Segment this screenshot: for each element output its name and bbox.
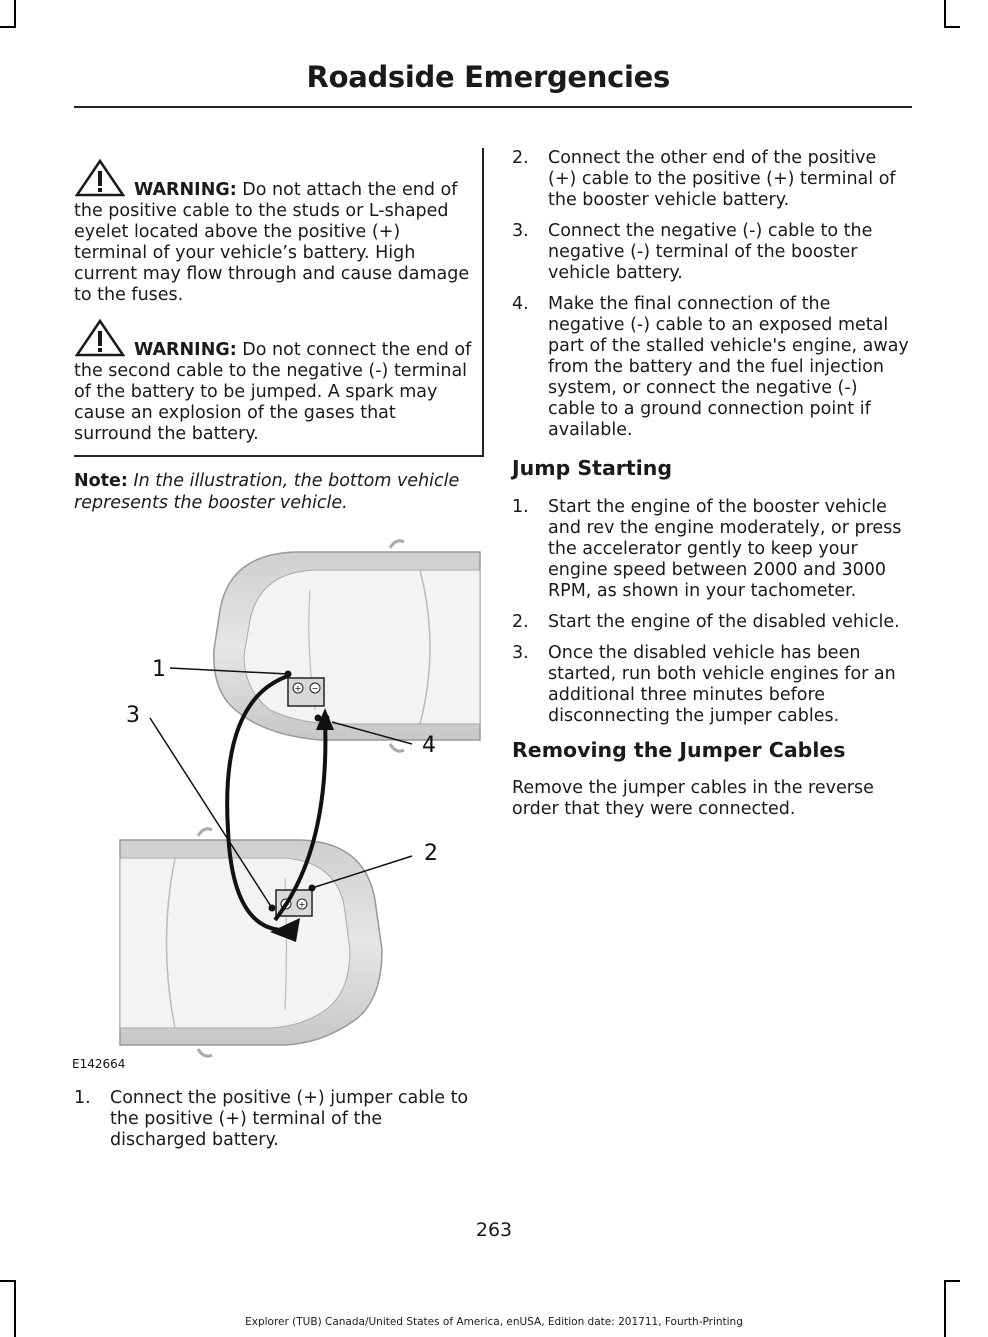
svg-text:−: − (311, 684, 319, 693)
step-text: Connect the positive (+) jumper cable to the positive (+) terminal of the discharged battery. (110, 1088, 469, 1150)
disabled-vehicle (214, 541, 480, 751)
list-item (512, 643, 910, 727)
warning-text: Do not connect the end of the second cable to the negative (-) terminal of the battery to be jumped. A spark may cause an explosion of the gases that surround the battery. (74, 340, 472, 444)
crop-mark (0, 26, 16, 28)
step-text: Make the final connection of the negative (-) cable to an exposed metal part of the stalled vehicle's engine, away from the battery and the fuel injection system, or connect the negative (-) cable to a ground connection point if available. (548, 294, 909, 440)
step-number: 4. (512, 294, 529, 314)
step-number: 1. (74, 1088, 91, 1108)
step-number: 1. (512, 497, 529, 517)
list-item (74, 1088, 484, 1151)
crop-mark (14, 1280, 16, 1337)
crop-mark (944, 0, 946, 26)
note (74, 470, 484, 514)
step-number: 2. (512, 148, 529, 168)
svg-text:−: − (282, 900, 290, 909)
svg-text:+: + (294, 684, 302, 693)
svg-text:+: + (298, 900, 306, 909)
step-number: 3. (512, 643, 529, 663)
callout-1: 1 (152, 657, 166, 682)
step-number: 2. (512, 612, 529, 632)
list-item (512, 612, 910, 633)
warning-label: WARNING: (134, 340, 237, 360)
figure-id: E142664 (72, 1057, 126, 1071)
callout-3: 3 (126, 703, 140, 728)
warning-triangle-icon (74, 158, 126, 198)
callout-4: 4 (422, 733, 436, 758)
heading-jump-starting: Jump Starting (512, 456, 672, 480)
connect-steps-right (512, 148, 910, 451)
step-text: Connect the other end of the positive (+) cable to the positive (+) terminal of the booster vehicle battery. (548, 148, 896, 210)
callout-2: 2 (424, 841, 438, 866)
connect-steps-left (74, 1088, 484, 1161)
note-label: Note: (74, 471, 128, 491)
booster-vehicle (120, 829, 382, 1056)
section-title: Roadside Emergencies (306, 60, 670, 94)
warning-label: WARNING: (134, 180, 237, 200)
header-rule (74, 106, 912, 108)
page-number: 263 (475, 1219, 513, 1241)
warning-1 (74, 158, 488, 306)
warning-text: Do not attach the end of the positive cable to the studs or L-shaped eyelet located above the positive (+) terminal of your vehicle’s battery. High current may flow through and cause damage to the fuses. (74, 180, 470, 305)
step-text: Start the engine of the disabled vehicle. (548, 612, 900, 632)
crop-mark (944, 1280, 960, 1282)
crop-mark (0, 1280, 16, 1282)
note-text: In the illustration, the bottom vehicle represents the booster vehicle. (74, 471, 460, 513)
list-item (512, 294, 910, 441)
step-text: Connect the negative (-) cable to the negative (-) terminal of the booster vehicle battery. (548, 221, 873, 283)
crop-mark (14, 0, 16, 26)
list-item (512, 221, 910, 284)
step-number: 3. (512, 221, 529, 241)
crop-mark (944, 26, 960, 28)
list-item (512, 497, 910, 602)
removing-text: Remove the jumper cables in the reverse order that they were connected. (512, 778, 874, 819)
list-item (512, 148, 910, 211)
step-text: Start the engine of the booster vehicle and rev the engine moderately, or press the accelerator gently to keep your engine speed between 2000 and 3000 RPM, as shown in your tachometer. (548, 497, 902, 601)
jump-starting-steps (512, 497, 910, 737)
footer: Explorer (TUB) Canada/United States of America, enUSA, Edition date: 201711, Fourth-Printing (245, 1316, 743, 1328)
crop-mark (944, 1280, 946, 1337)
jump-start-illustration (72, 530, 480, 1075)
warning-triangle-icon (74, 318, 126, 358)
heading-removing-cables: Removing the Jumper Cables (512, 738, 846, 762)
warning-2 (74, 318, 488, 445)
step-text: Once the disabled vehicle has been started, run both vehicle engines for an additional three minutes before disconnecting the jumper cables. (548, 643, 896, 726)
